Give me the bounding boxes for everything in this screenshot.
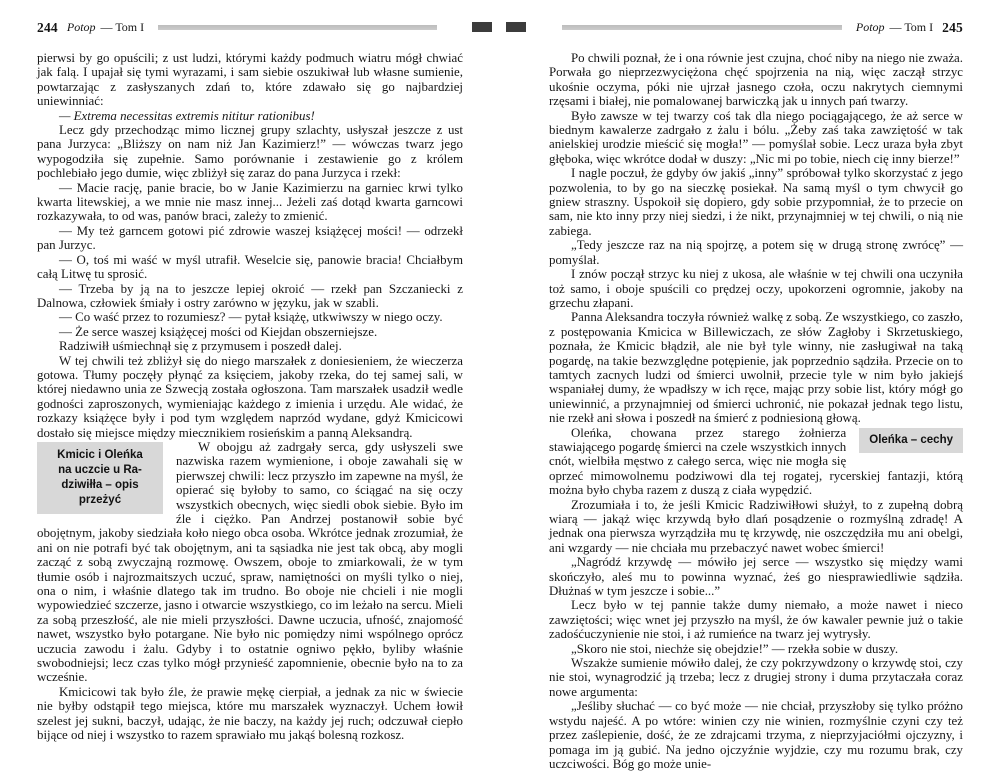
- paragraph: Lecz gdy przechodząc mimo licznej grupy szlachty, usłyszał jeszcze z ust pana Jurzyca: „Bliższy on nam niż Jan Kazimierz!” — wówczas twarz jego wypogodziła się zupełnie. Samo porównanie i zestawienie go z królem pochlebiało jego dumie, więc zbliżył się zaraz do pana Jurzyca i rzekł:: [37, 123, 463, 181]
- running-title: Potop: [855, 20, 885, 34]
- gutter-scan-mark: [506, 22, 526, 32]
- margin-note-line: dziwiłła – opis: [61, 478, 139, 491]
- paragraph: [549, 426, 963, 498]
- margin-note-line: na uczcie u Ra-: [58, 463, 142, 476]
- left-page-body: [37, 51, 463, 743]
- paragraph: I nagle poczuł, że gdyby ów jakiś „inny” spróbował tylko skorzystać z jego pozwolenia, to by go na sieczkę posiekał. Na samą myśl o tym chwycił go gniew straszny. Uspokoił się dopiero, gdy sobie przypomniał, że to przecie on sam, nie kto inny przy niej siedzi, i że nikt, przynajmniej w tej chwili, o nią nie zabiega.: [549, 166, 963, 238]
- margin-note-box: [37, 442, 163, 514]
- right-page-header: [549, 21, 963, 34]
- paragraph: pierwsi by go opuścili; z ust ludzi, którymi każdy podmuch wiatru mógł chwiać jak falą. I upajał się tymi wyrazami, i sam siebie oszukiwał lub własne sumienie, powtarzając z zasłyszanych zdań to, które zdawało się go najbardziej uniewinniać:: [37, 51, 463, 109]
- paragraph: — My też garncem gotowi pić zdrowie waszej książęcej mości! — odrzekł pan Jurzyc.: [37, 223, 463, 253]
- header-rule: [158, 25, 437, 30]
- page-right: [549, 21, 963, 771]
- paragraph: Radziwiłł uśmiechnął się z przymusem i poszedł dalej.: [59, 339, 342, 354]
- running-volume: — Tom I: [100, 20, 145, 34]
- margin-note-box: [859, 428, 963, 453]
- left-page-number: 244: [37, 19, 58, 35]
- paragraph: I znów począł strzyc ku niej z ukosa, ale właśnie w tej chwili ona uczyniła toż samo, i oboje spuścili co prędzej oczy, upokorzeni ogromnie, jakoby na grzechu złapani.: [549, 267, 963, 310]
- margin-note-line: przeżyć: [78, 493, 122, 506]
- header-rule: [562, 25, 842, 30]
- paragraph: — Trzeba by ją na to jeszcze lepiej okroić — rzekł pan Szczaniecki z Dalnowa, człowiek śmiały i ostry zarówno w języku, jak w szabli.: [37, 281, 463, 310]
- paragraph: „Skoro nie stoi, niechże się obejdzie!” — rzekła sobie w duszy.: [571, 641, 899, 656]
- paragraph: — Że serce waszej książęcej mości od Kiejdan obszerniejsze.: [59, 324, 378, 339]
- page-left: [37, 21, 463, 743]
- paragraph-latin-quote: — Extrema necessitas extremis nititur rationibus!: [59, 108, 315, 123]
- right-page-body: [549, 51, 963, 771]
- paragraph: Wszakże sumienie mówiło dalej, że czy pokrzywdzony o krzywdę stoi, czy nie stoi, wynagrodzić ją trzeba; lecz z drugiej strony i duma przytaczała coraz nowe argumenta:: [549, 656, 963, 699]
- paragraph: „Nagródź krzywdę — mówiło jej serce — wszystko się między wami skończyło, aleś mu to powinna wyznać, żeś go niesprawiedliwie sądziła. Dłużnaś w tym jeszcze i sobie...”: [549, 555, 963, 599]
- right-page-number: 245: [942, 19, 963, 35]
- paragraph: „Tedy jeszcze raz na nią spojrzę, a potem się w drugą stronę zwrócę” — pomyślał.: [549, 238, 963, 267]
- running-title: Potop: [66, 20, 96, 34]
- paragraph: Zrozumiała i to, że jeśli Kmicic Radziwiłłowi służył, to z zupełną dobrą wiarą — jakąż więc krzywdą było dlań posądzenie o rozmyślną zdradę! A jednak ona pierwsza wyrządziła mu tę krzywdę, nie oszczędziła mu ani obelgi, ani wzgardy — nie chciała mu przebaczyć nawet wobec śmierci!: [549, 497, 963, 555]
- paragraph: Lecz było w tej pannie także dumy niemało, a może nawet i nieco zawziętości; więc wnet jej przyszło na myśl, że ów kawaler pewnie już o takie zadośćuczynienie nie stoi, i aż rumieńce na twarz jej wytrysły.: [549, 598, 963, 642]
- margin-note-line: Kmicic i Oleńka: [57, 448, 143, 461]
- paragraph: Panna Aleksandra toczyła również walkę z sobą. Ze wszystkiego, co zaszło, z postępowania Kmicica w Billewiczach, ze słów Zagłoby i Skrzetuskiego, poznała, że Kmicic błądził, ale nie był tyle winny, nie zasługiwał na taką pogardę, na takie bezwzględne potępienie, jak poprzednio sądziła. Przecie on to tamtych zacnych ludzi od śmierci uwolnił, przecie tyle w nim było jakiejś wspaniałej dumy, że wpadłszy w ich ręce, mając przy sobie list, który mógł go uniewinnić, a przynajmniej od śmierci uchronić, nie pokazał jednak tego listu, nie rzekł ani słowa i poszedł na śmierć z podniesioną głową.: [549, 310, 963, 426]
- left-page-header: [37, 21, 463, 34]
- paragraph: W tej chwili też zbliżył się do niego marszałek z doniesieniem, że wieczerza gotowa. Tłumy poczęły płynąć za księciem, jakoby rzeka, do tej samej sali, w której niedawno unia ze Szwecją została ogłoszona. Tam marszałek usadził wedle godności zaproszonych, wymieniając każdego z imienia i urzędu. Ale widać, że rozkazy książęce były i pod tym względem naprzód wydane, gdyż Kmicicowi dostało się miejsce między miecznikiem rosieńskim a panną Aleksandrą.: [37, 353, 463, 440]
- gutter-scan-mark: [472, 22, 492, 32]
- paragraph: — O, toś mi waść w myśl utrafił. Weselcie się, panowie bracia! Chciałbym całą Litwę tu sprosić.: [37, 252, 463, 282]
- paragraph: „Jeśliby słuchać — co być może — nie chciał, przyszłoby się tylko próżno wstydu najeść. A po wtóre: winien czy nie winien, rozmyślnie czyni czy też przez zaślepienie, dość, że ze zdrajcami trzyma, z nieprzyjaciółmi ojczyzny, i pomaga im ją gubić. Na jedno ojczyźnie wyjdzie, czy mu rozumu brak, czy uczciwości. Bóg go może unie-: [549, 699, 963, 771]
- paragraph: [37, 440, 463, 685]
- paragraph: — Co waść przez to rozumiesz? — pytał książę, utkwiwszy w niego oczy.: [59, 310, 443, 325]
- paragraph: — Macie rację, panie bracie, bo w Janie Kazimierzu na garniec krwi tylko kwarta litewskiej, a we mnie nie masz innej... Jeżeli zaś dotąd kwarta garncowi rozkazywała, to od was, panów braci, zależy to zmienić.: [37, 180, 463, 224]
- paragraph: Było zawsze w tej twarzy coś tak dla niego pociągającego, że aż serce w biednym kawalerze zadrgało z żalu i bólu. „Żeby zaś taka zawziętość w tak anielskiej urodzie mieścić się mogła!” — pomyślał sobie. Lecz uraza była zbyt głęboka, więc wkrótce dodał w duszy: „Nic mi po tobie, niech cię inny bierze!”: [549, 108, 963, 166]
- paragraph: Kmicicowi tak było źle, że prawie mękę cierpiał, a jednak za nic w świecie nie byłby odstąpił tego miejsca, które mu marszałek wyznaczył. Uchem łowił szelest jej sukni, baczył, udając, że nie baczy, na każdy jej ruch; odczuwał ciepło bijące od niej i wszystko to razem sprawiało mu jakąś bolesną rozkosz.: [37, 684, 463, 743]
- running-volume: — Tom I: [889, 20, 934, 34]
- paragraph-text: W obojgu aż zadrgały serca, gdy usłyszeli swe nazwiska razem wymienione, i oboje zawahali się w pierwszej chwili: lecz przyszło im zapewne na myśl, że opierać się byłoby to samo, co ściągać na się oczy wszystkich obecnych, więc siedli obok siebie. Było im źle i ciężko. Pan Andrzej postanowił sobie być obojętnym, jakoby siedziała koło niego obca osoba. Wkrótce jednak zrozumiał, że ani on nie potrafi być tak obojętnym, ani ta sąsiadka nie jest tak obcą, aby mogli zacząć z sobą zwyczajną rozmowę. Owszem, oboje to zmiarkowali, że w tym tłumie osób i najrozmaitszych uczuć, spraw, namiętności on myśli tylko o niej, ona o nim, i właśnie dlatego tak im trudno. Bo oboje nie chcieli i nie mogli wypowiedzieć szczerze, jasno i otwarcie wszystkiego, co im leżało na sercu. Mieli za sobą przeszłość, ale nie mieli przyszłości. Dawne uczucia, ufność, znajomość nawet, wszystko było potargane. Nie było nic pomiędzy nimi wspólnego oprócz uczucia zawodu i żalu. Gdyby i to ostatnie ogniwo pękło, byliby właśnie swobodniejsi; lecz czas tylko mógł przynieść zapomnienie, obecnie było na to za wcześnie.: [37, 439, 463, 685]
- paragraph: Po chwili poznał, że i ona równie jest czujna, choć niby na niego nie zważa. Porwała go nieprzezwyciężona chęć spojrzenia na nią, więc zaczął strzyc ukośnie oczyma, póki nie ujrzał jasnego czoła, oczu nakrytych ciemnymi rzęsami i białej, nie pomalowanej barwiczką jak u innych pań twarzy.: [549, 51, 963, 109]
- margin-note-line: Oleńka – cechy: [869, 433, 953, 446]
- paragraph-text: Oleńka, chowana przez starego żołnierza stawiającego pogardę śmierci na czele wszystkich innych cnót, wielbiła męstwo z całego serca, więc nie mogła się oprzeć mimowolnemu podziwowi dla tej rogatej, rycerskiej fantazji, którą można było chyba razem z duszą z ciała wypędzić.: [549, 425, 963, 498]
